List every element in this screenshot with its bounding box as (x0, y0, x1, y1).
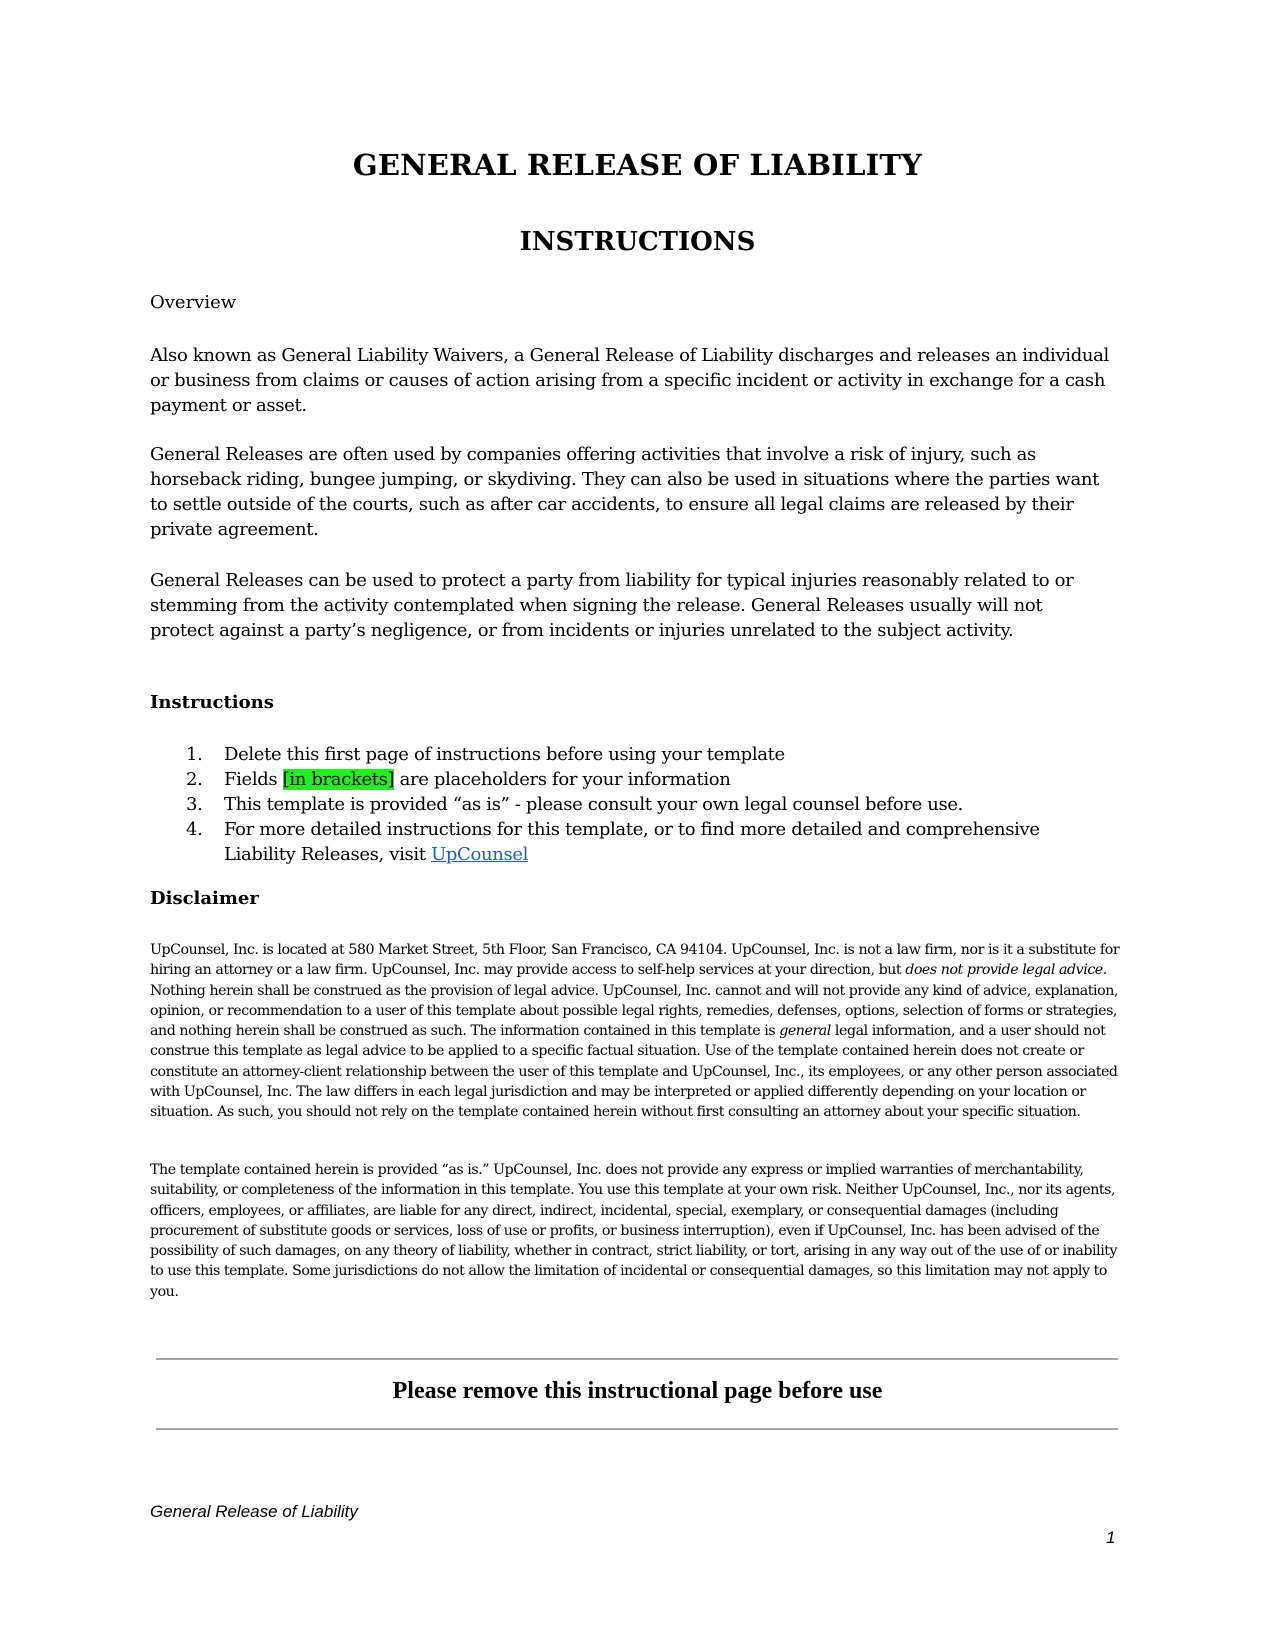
disclaimer-emphasis: general (779, 1023, 831, 1040)
instructions-list (150, 742, 1110, 867)
list-item-number: 3. (186, 794, 203, 815)
overview-paragraph: Also known as General Liability Waivers, a General Release of Liability discharges and releases an individual or business from claims or causes of action arising from a specific incident or activity in exchange for a cash payment or asset. (150, 345, 1109, 416)
divider (156, 1428, 1118, 1430)
disclaimer-text: Nothing herein shall be construed as the provision of legal advice. UpCounsel, Inc. cannot and will not provide any kind of advice, explanation, opinion, or recommendation to a user of this template about possible legal rights, remedies, defenses, options, selection of forms or strategies, and nothing herein shall be construed as such. The information contained in this template is (150, 982, 1118, 1040)
disclaimer-text: UpCounsel, Inc. is located at 580 Market Street, 5th Floor, San Francisco, CA 94104. UpCounsel, Inc. is not a law firm, nor is it a substitute for hiring an attorney or a law firm. UpCounsel, Inc. may provide access to self-help services at your direction, but (150, 942, 1120, 979)
list-item (150, 742, 1110, 767)
overview-heading: Overview (150, 292, 237, 313)
disclaimer-emphasis: does not provide legal advice. (905, 962, 1107, 979)
disclaimer-paragraph: The template contained herein is provided “as is.” UpCounsel, Inc. does not provide any express or implied warranties of merchantability, suitability, or completeness of the information in this template. You use this template at your own risk. Neither UpCounsel, Inc., nor its agents, officers, employees, or affiliates, are liable for any direct, indirect, incidental, special, exemplary, or consequential damages (including procurement of substitute goods or services, loss of use or profits, or business interruption), even if UpCounsel, Inc. has been advised of the possibility of such damages, on any theory of liability, whether in contract, strict liability, or tort, arising in any way out of the use of or inability to use this template. Some jurisdictions do not allow the limitation of incidental or consequential damages, so this limitation may not apply to you. (150, 1162, 1118, 1300)
list-item (150, 792, 1110, 817)
disclaimer-heading: Disclaimer (150, 888, 259, 909)
footer-title: General Release of Liability (150, 1502, 358, 1521)
list-item-text: are placeholders for your information (394, 769, 731, 790)
list-item (150, 767, 1110, 792)
list-item-number: 1. (186, 744, 203, 765)
document-title: GENERAL RELEASE OF LIABILITY (352, 148, 923, 182)
list-item (150, 817, 1110, 867)
page-number: 1 (1106, 1528, 1116, 1547)
disclaimer-paragraph (150, 940, 1122, 1123)
list-item-number: 2. (186, 769, 203, 790)
disclaimer-text: legal information, and a user should not construe this template as legal advice to be applied to a specific factual situation. Use of the template contained herein does not create or constitute an attorney-client relationship between the user of this template and UpCounsel, Inc., its employees, or any other person associated with UpCounsel, Inc. The law differs in each legal jurisdiction and may be interpreted or applied differently depending on your location or situation. As such, you should not rely on the template contained herein without first consulting an attorney about your specific situation. (150, 1023, 1118, 1121)
divider (156, 1358, 1118, 1360)
removal-notice: Please remove this instructional page before use (392, 1378, 883, 1404)
upcounsel-link[interactable]: UpCounsel (431, 844, 529, 865)
list-item-text: Delete this first page of instructions before using your template (224, 744, 785, 765)
list-item-text: This template is provided “as is” - please consult your own legal counsel before use. (224, 794, 964, 815)
overview-paragraph: General Releases are often used by companies offering activities that involve a risk of injury, such as horseback riding, bungee jumping, or skydiving. They can also be used in situations where the parties want to settle outside of the courts, such as after car accidents, to ensure all legal claims are released by their private agreement. (150, 444, 1099, 540)
overview-paragraph: General Releases can be used to protect a party from liability for typical injuries reasonably related to or stemming from the activity contemplated when signing the release. General Releases usually will not protect against a party’s negligence, or from incidents or injuries unrelated to the subject activity. (150, 570, 1074, 641)
document-subtitle: INSTRUCTIONS (519, 227, 756, 257)
list-item-text: For more detailed instructions for this template, or to find more detailed and comprehensive Liability Releases, visit (224, 819, 1040, 865)
list-item-number: 4. (186, 819, 203, 840)
placeholder-highlight: [in brackets] (282, 769, 395, 790)
list-item-text: Fields (224, 769, 283, 790)
instructions-heading: Instructions (150, 692, 274, 713)
